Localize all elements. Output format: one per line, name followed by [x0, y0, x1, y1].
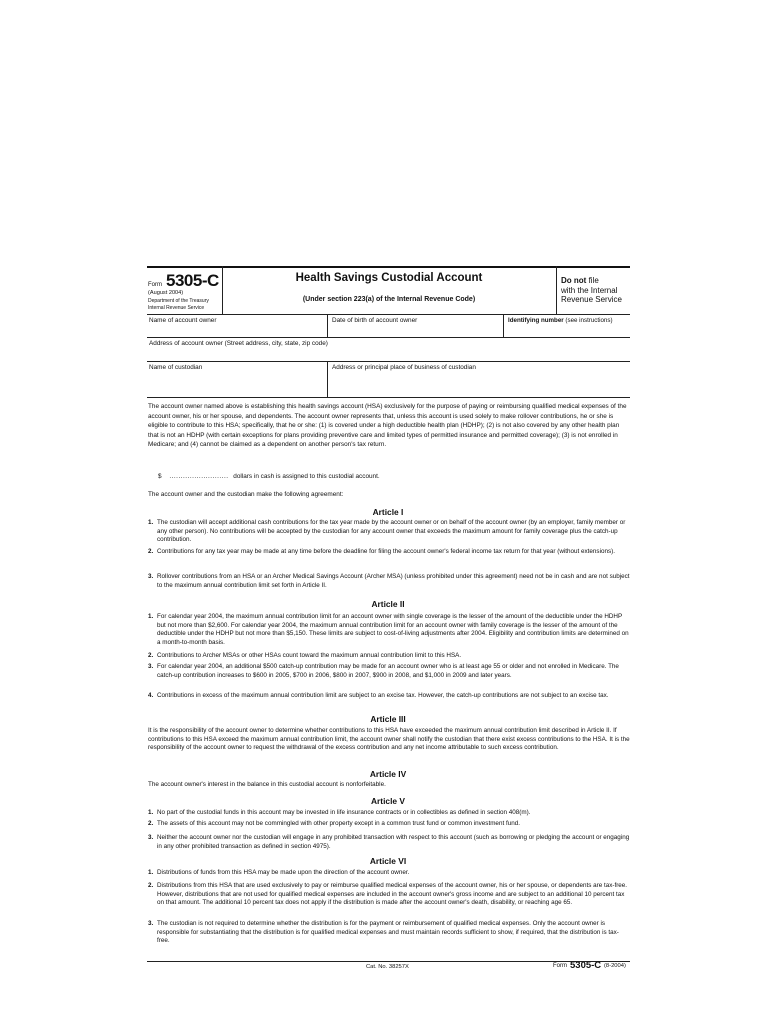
form-title: Health Savings Custodial Account [295, 272, 483, 284]
article-1-title: Article I [372, 507, 404, 517]
do-not-file-line2: with the Internal [561, 285, 618, 295]
item-number: 2. [148, 652, 154, 659]
item-text: Contributions to Archer MSAs or other HSAs count toward the maximum annual contribution limit to this HSA. [157, 652, 462, 659]
item-number: 2. [148, 820, 154, 827]
item-text: Rollover contributions from an HSA or an Archer Medical Savings Account (Archer MSA) (unless prohibited under this agreement) need not be in cash and are not subject to the maximum annual contribution limit set forth in Article II. [157, 573, 630, 589]
item-text: Neither the account owner nor the custodian will engage in any prohibited transaction with respect to this account (such as borrowing or pledging the account or engaging in any other prohibited transaction as defined in section 4975). [157, 834, 630, 850]
dollar-amount-line [158, 473, 380, 480]
article-4-title: Article IV [369, 769, 407, 779]
article-5-item-2 [148, 820, 630, 829]
do-not-file-rest: file [588, 276, 599, 285]
item-text: Contributions in excess of the maximum annual contribution limit are subject to an excise tax. However, the catch-up contributions are not subject to an excise tax. [157, 692, 609, 699]
revision-date: (August 2004) [148, 290, 184, 296]
dollar-blank[interactable]: .......................... [169, 473, 229, 480]
footer-form-number: 5305-C [570, 960, 602, 971]
dollar-sign: $ [158, 473, 162, 480]
item-number: 4. [148, 692, 154, 699]
form-subtitle: (Under section 223(a) of the Internal Revenue Code) [302, 296, 476, 303]
agency: Internal Revenue Service [148, 305, 205, 311]
article-1-item-1 [148, 519, 630, 545]
article-2-item-4 [148, 692, 630, 701]
item-text: The custodian will accept additional cash contributions for the tax year made by the account owner or on behalf of the account owner (by an employer, family member or any other person). No contributions will be accepted by the custodian for any account owner that exceeds the maximum amount for family coverage plus the catch-up contribution. [157, 519, 626, 543]
item-text: The custodian is not required to determine whether the distribution is for the payment or reimbursement of qualified medical expenses. Only the account owner is responsible for substantiating that the distribution is for qualified medical expenses and must maintain records sufficient to show, if required, that the distribution is tax-free. [157, 920, 619, 944]
catalog-number: Cat. No. 38257X [366, 964, 409, 970]
item-number: 3. [148, 920, 154, 927]
item-text: For calendar year 2004, the maximum annual contribution limit for an account owner with single coverage is the lesser of the amount of the deductible under the HDHP but not more than $2,600. For calendar year 2004, the maximum annual contribution limit for an account owner with family coverage is the lesser of the amount of the deductible under the HDHP but not more than $5,150. These limits are subject to cost-of-living adjustments after 2004. Eligibility and contribution limits are determined on a month-to-month basis. [157, 613, 629, 646]
do-not-file-notice [561, 276, 622, 305]
item-text: Distributions from this HSA that are used exclusively to pay or reimburse qualified medical expenses of the account owner, his or her spouse, or dependents are tax-free. However, distributions that are not used for qualified medical expenses are included in the account owner's gross income and are subject to an additional 10 percent tax on that amount. The additional 10 percent tax does not apply if the distribution is made after the account owner's death, disability, or reaching age 65. [157, 882, 628, 906]
article-5-item-1 [148, 809, 630, 818]
article-6-item-2 [148, 882, 630, 908]
article-2-item-2 [148, 652, 630, 661]
custodian-address-label: Address or principal place of business of custodian [332, 364, 476, 371]
footer-revision: (8-2004) [604, 963, 626, 969]
article-3-title: Article III [370, 714, 406, 724]
agreement-line: The account owner and the custodian make the following agreement: [148, 491, 344, 498]
article-2-item-1 [148, 613, 630, 647]
item-number: 3. [148, 834, 154, 841]
article-6-title: Article VI [369, 856, 407, 866]
article-3-text: It is the responsibility of the account owner to determine whether contributions to this HSA have exceeded the maximum annual contribution limit described in Article II. If contributions to this HSA exceed the maximum annual contribution limit, the account owner shall notify the custodian that there exist excess contributions to the HSA. It is the responsibility of the account owner to request the withdrawal of the excess contribution and any net income attributable to such excess contribution. [148, 727, 630, 751]
identifying-number-note: (see instructions) [565, 317, 613, 324]
article-6-item-3 [148, 920, 630, 946]
article-6-item-1 [148, 869, 630, 878]
article-2-item-3 [148, 663, 630, 680]
article-2-title: Article II [371, 599, 405, 609]
account-owner-name-label: Name of account owner [149, 317, 217, 324]
department: Department of the Treasury [148, 298, 209, 304]
item-number: 1. [148, 519, 154, 526]
item-number: 1. [148, 809, 154, 816]
item-number: 3. [148, 663, 154, 670]
article-4-text: The account owner's interest in the balance in this custodial account is nonforfeitable. [148, 781, 386, 788]
item-number: 2. [148, 548, 154, 555]
footer-form-word: Form [553, 963, 567, 969]
item-text: The assets of this account may not be commingled with other property except in a common trust fund or common investment fund. [157, 820, 520, 827]
custodian-name-label: Name of custodian [149, 364, 203, 371]
dollars-text: dollars in cash is assigned to this custodial account. [233, 473, 380, 480]
item-text: Distributions of funds from this HSA may be made upon the direction of the account owner. [157, 869, 410, 876]
do-not-file-bold: Do not [561, 276, 587, 285]
identifying-number-label [508, 317, 613, 324]
identifying-number-bold: Identifying number [508, 317, 564, 324]
do-not-file-line3: Revenue Service [561, 295, 622, 304]
date-of-birth-label: Date of birth of account owner [332, 317, 418, 324]
article-5-item-3 [148, 834, 630, 851]
item-number: 1. [148, 869, 154, 876]
item-text: For calendar year 2004, an additional $500 catch-up contribution may be made for an account owner who is at least age 55 or older and not enrolled in Medicare. The catch-up contribution increases to $600 in 2005, $700 in 2006, $800 in 2007, $900 in 2008, and $1,000 in 2009 and later years. [157, 663, 619, 679]
item-number: 2. [148, 882, 154, 889]
form-number: 5305-C [166, 271, 219, 290]
item-text: Contributions for any tax year may be made at any time before the deadline for filing the account owner's federal income tax return for that year (without extensions). [157, 548, 615, 555]
article-1-item-3 [148, 573, 630, 590]
article-5-title: Article V [371, 796, 405, 806]
article-1-item-2 [148, 548, 630, 557]
item-text: No part of the custodial funds in this account may be invested in life insurance contracts or in collectibles as defined in section 408(m). [157, 809, 531, 816]
item-number: 3. [148, 573, 154, 580]
intro-paragraph: The account owner named above is establishing this health savings account (HSA) exclusively for the purpose of paying or reimbursing qualified medical expenses of the account owner, his or her spouse, and dependents. The account owner represents that, unless this account is used solely to make rollover contributions, he or she is eligible to contribute to this HSA; specifically, that he or she: (1) is covered under a high deductible health plan (HDHP); (2) is not also covered by any other health plan that is not an HDHP (with certain exceptions for plans providing preventive care and limited types of permitted insurance and permitted coverage); (3) is not enrolled in Medicare; and (4) cannot be claimed as a dependent on another person's tax return. [148, 403, 627, 449]
address-label: Address of account owner (Street address, city, state, zip code) [149, 340, 328, 347]
form-word: Form [148, 282, 162, 288]
item-number: 1. [148, 613, 154, 620]
